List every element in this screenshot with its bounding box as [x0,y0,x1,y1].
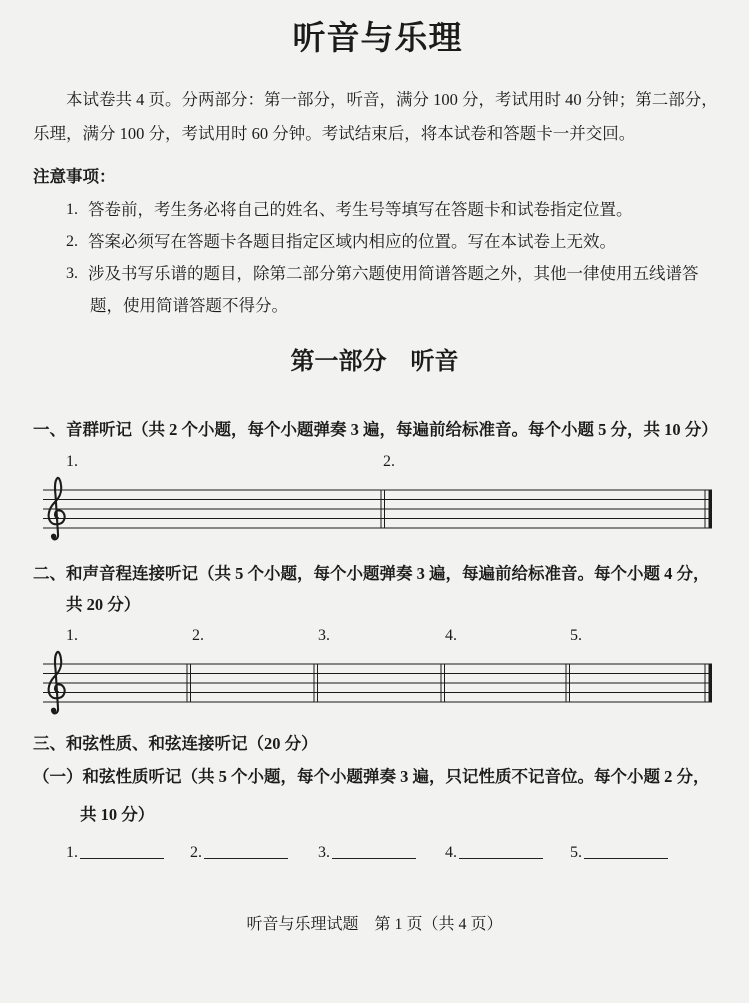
answer-blank-4 [445,843,543,863]
answer-blank-2 [190,843,288,863]
answer-blank-number: 2. [190,844,202,861]
question-2-item-number: 2. [192,627,204,644]
section-heading: 第一部分 听音 [290,347,459,375]
page-title: 听音与乐理 [292,18,463,57]
note-text: 答卷前，考生务必将自己的姓名、考生号等填写在答题卡和试卷指定位置。 [88,200,633,219]
answer-blank-number: 4. [445,844,457,861]
staff-question-1 [0,470,749,550]
intro-line-1: 本试卷共 4 页。分两部分：第一部分，听音，满分 100 分，考试用时 40 分钟；第二部分， [66,90,718,109]
page-footer: 听音与乐理试题 第 1 页（共 4 页） [246,916,503,933]
question-2-heading: 二、和声音程连接听记（共 5 个小题，每个小题弹奏 3 遍，每遍前给标准音。每个小题 4 分， [33,564,710,583]
answer-blank-1 [66,843,164,863]
question-3-sub-1-heading-continued: 共 10 分） [80,805,155,824]
note-text: 答案必须写在答题卡各题目指定区域内相应的位置。写在本试卷上无效。 [88,232,616,251]
staff-question-2 [0,644,749,724]
question-3-heading: 三、和弦性质、和弦连接听记（20 分） [33,734,318,753]
answer-blank-line [332,844,416,859]
answer-blank-number: 5. [570,844,582,861]
answer-blank-number: 1. [66,844,78,861]
question-1-item-number: 1. [66,453,78,470]
question-1-item-number: 2. [383,453,395,470]
question-3-sub-1-heading: （一）和弦性质听记（共 5 个小题，每个小题弹奏 3 遍，只记性质不记音位。每个小题 2 分， [33,767,710,786]
answer-blank-line [459,844,543,859]
intro-line-2: 乐理，满分 100 分，考试用时 60 分钟。考试结束后，将本试卷和答题卡一并交回。 [33,124,636,143]
answer-blank-3 [318,843,416,863]
question-2-item-number: 4. [445,627,457,644]
answer-blank-number: 3. [318,844,330,861]
staff-lines [43,664,712,702]
note-text: 涉及书写乐谱的题目，除第二部分第六题使用简谱答题之外，其他一律使用五线谱答 [88,264,699,283]
question-2-item-number: 5. [570,627,582,644]
answer-blank-5 [570,843,668,863]
note-number: 1. [66,201,78,218]
staff-lines [43,490,712,528]
question-2-item-number: 1. [66,627,78,644]
answer-blank-line [584,844,668,859]
answer-blank-line [80,844,164,859]
question-1-heading: 一、音群听记（共 2 个小题，每个小题弹奏 3 遍，每遍前给标准音。每个小题 5 分，共 10 分） [33,420,718,439]
note-number: 3. [66,265,78,282]
answer-blank-line [204,844,288,859]
note-number: 2. [66,233,78,250]
question-2-heading-continued: 共 20 分） [66,595,141,614]
question-2-item-number: 3. [318,627,330,644]
notes-heading: 注意事项： [33,167,116,186]
note-text-continued: 题，使用简谱答题不得分。 [90,296,288,315]
